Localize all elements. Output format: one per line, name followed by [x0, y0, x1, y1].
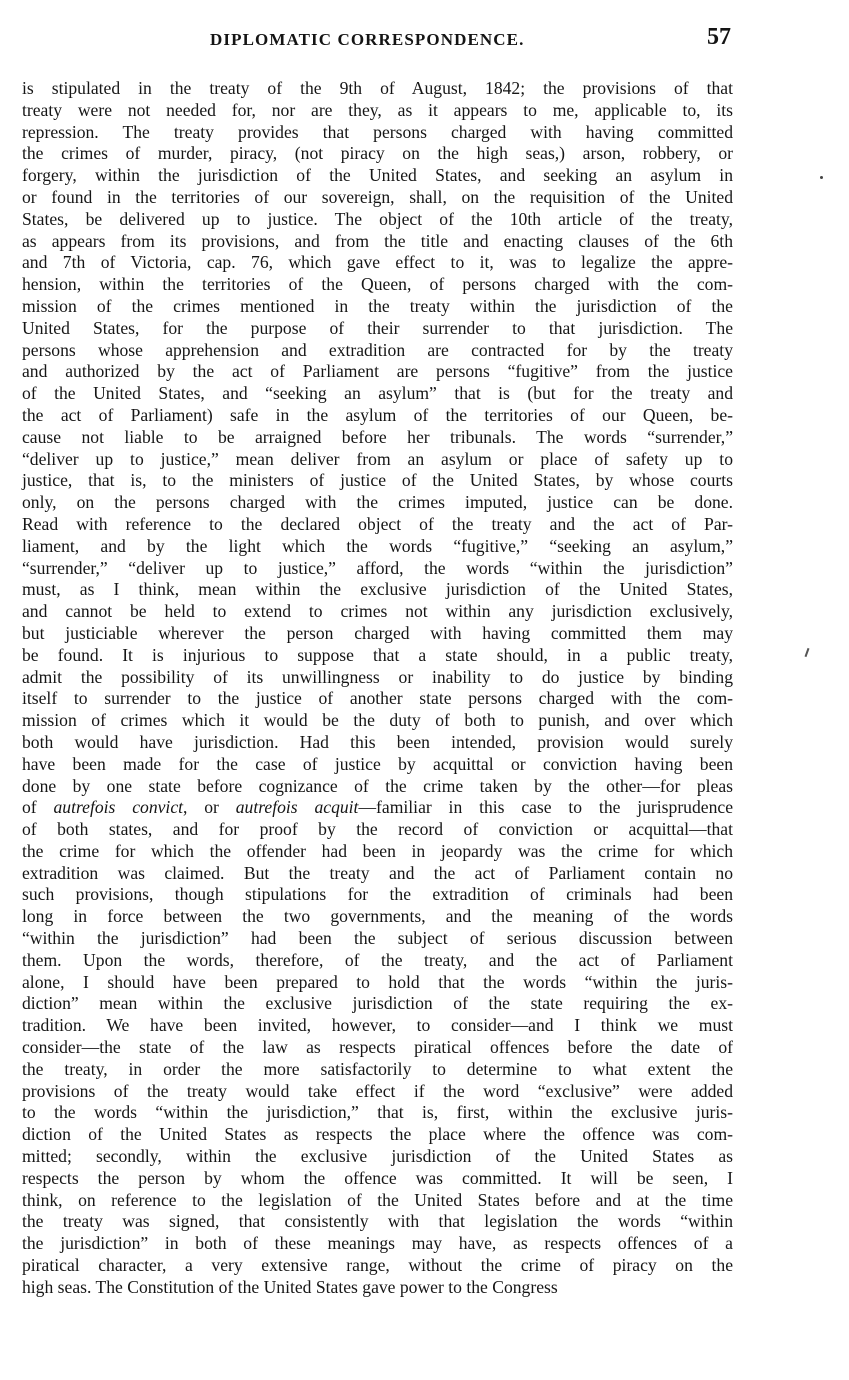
text-line: tradition. We have been invited, however, to consider—and I think we must	[22, 1015, 733, 1036]
text-line: admit the possibility of its unwillingness or inability to do justice by binding	[22, 666, 733, 687]
text-line: cause not liable to be arraigned before her tribunals. The words “surrender,”	[22, 426, 733, 447]
text-line: “within the jurisdiction” had been the subject of serious discussion between	[22, 928, 733, 949]
text-line: persons whose apprehension and extradition are contracted for by the treaty	[22, 339, 733, 360]
text-line: hension, within the territories of the Queen, of persons charged with the com-	[22, 274, 733, 295]
text-line: piratical character, a very extensive range, without the crime of piracy on the	[22, 1255, 733, 1276]
text-line: is stipulated in the treaty of the 9th of August, 1842; the provisions of that	[22, 78, 733, 98]
text-line: respects the person by whom the offence was committed. It will be seen, I	[22, 1167, 733, 1188]
text-line: repression. The treaty provides that persons charged with having committed	[22, 121, 733, 142]
text-line: justice, that is, to the ministers of justice of the United States, by whose courts	[22, 470, 733, 491]
text-line: the crimes of murder, piracy, (not piracy on the high seas,) arson, robbery, or	[22, 143, 733, 164]
text-line: the act of Parliament) safe in the asylum of the territories of our Queen, be-	[22, 404, 733, 425]
text-line: such provisions, though stipulations for the extradition of criminals had been	[22, 884, 733, 905]
text-line: think, on reference to the legislation of the United States before and at the time	[22, 1189, 733, 1210]
text-line: and authorized by the act of Parliament are persons “fugitive” from the justice	[22, 361, 733, 382]
text-line: mission of the crimes mentioned in the treaty within the jurisdiction of the	[22, 295, 733, 316]
text-line: alone, I should have been prepared to hold that the words “within the juris-	[22, 971, 733, 992]
text-line: liament, and by the light which the words “fugitive,” “seeking an asylum,”	[22, 535, 733, 556]
text-line: of the United States, and “seeking an asylum” that is (but for the treaty and	[22, 383, 733, 404]
text-line: forgery, within the jurisdiction of the United States, and seeking an asylum in	[22, 165, 733, 186]
italic-phrase: autrefois acquit	[235, 797, 359, 818]
running-head: DIPLOMATIC CORRESPONDENCE.	[210, 30, 525, 49]
text-line: States, be delivered up to justice. The object of the 10th article of the treaty,	[22, 208, 733, 229]
text-line: both would have jurisdiction. Had this been intended, provision would surely	[22, 731, 733, 752]
text-line: as appears from its provisions, and from the title and enacting clauses of the 6th	[22, 230, 733, 251]
text-line: only, on the persons charged with the crimes imputed, justice can be done.	[22, 492, 733, 513]
text-line: of both states, and for proof by the record of conviction or acquittal—that	[22, 819, 733, 840]
text-line: done by one state before cognizance of the crime taken by the other—for pleas	[22, 775, 733, 796]
text-line: mitted; secondly, within the exclusive jurisdiction of the United States as	[22, 1146, 733, 1167]
text-line: the jurisdiction” in both of these meanings may have, as respects offences of a	[22, 1233, 733, 1254]
page-number: 57	[707, 24, 731, 50]
text-line: the treaty, in order the more satisfactorily to determine to what extent the	[22, 1058, 733, 1079]
text-line: extradition was claimed. But the treaty and the act of Parliament contain no	[22, 862, 733, 883]
text-line: itself to surrender to the justice of another state persons charged with the com-	[22, 688, 733, 709]
text-line: diction” mean within the exclusive jurisdiction of the state requiring the ex-	[22, 993, 733, 1014]
text-line: and 7th of Victoria, cap. 76, which gave effect to it, was to legalize the appre-	[22, 252, 733, 273]
text-line: mission of crimes which it would be the duty of both to punish, and over which	[22, 710, 733, 731]
text-line: be found. It is injurious to suppose that a state should, in a public treaty,	[22, 644, 733, 665]
text-line: have been made for the case of justice by acquittal or conviction having been	[22, 753, 733, 774]
text-line: the treaty was signed, that consistently with that legislation the words “within	[22, 1211, 733, 1232]
text-line: treaty were not needed for, nor are they, as it appears to me, applicable to, its	[22, 99, 733, 120]
text-line: of autrefois convict, or autrefois acquit—familiar in this case to the jurisprudence	[22, 797, 733, 818]
text-line: and cannot be held to extend to crimes not within any jurisdiction exclusively,	[22, 601, 733, 622]
text-line: the crime for which the offender had been in jeopardy was the crime for which	[22, 840, 733, 861]
margin-speck	[820, 176, 823, 179]
text-line: or found in the territories of our sovereign, shall, on the requisition of the United	[22, 186, 733, 207]
text-line: consider—the state of the law as respects piratical offences before the date of	[22, 1037, 733, 1058]
text-line: high seas. The Constitution of the United States gave power to the Congress	[22, 1276, 558, 1297]
body-text	[22, 78, 733, 1299]
text-line: “surrender,” “deliver up to justice,” afford, the words “within the jurisdiction”	[22, 557, 733, 578]
text-line: Read with reference to the declared object of the treaty and the act of Par-	[22, 513, 733, 534]
text-line: United States, for the purpose of their surrender to that jurisdiction. The	[22, 317, 733, 338]
margin-mark	[805, 648, 810, 657]
text-line: to the words “within the jurisdiction,” that is, first, within the exclusive juris-	[22, 1102, 733, 1123]
text-line: long in force between the two governments, and the meaning of the words	[22, 906, 733, 927]
italic-phrase: autrefois convict	[53, 797, 184, 818]
text-line: them. Upon the words, therefore, of the treaty, and the act of Parliament	[22, 949, 733, 970]
text-line: diction of the United States as respects the place where the offence was com-	[22, 1124, 733, 1145]
page-header	[22, 26, 733, 54]
text-line: “deliver up to justice,” mean deliver from an asylum or place of safety up to	[22, 448, 733, 469]
text-line: but justiciable wherever the person charged with having committed them may	[22, 622, 733, 643]
text-line: provisions of the treaty would take effect if the word “exclusive” were added	[22, 1080, 733, 1101]
text-line: must, as I think, mean within the exclusive jurisdiction of the United States,	[22, 579, 733, 600]
